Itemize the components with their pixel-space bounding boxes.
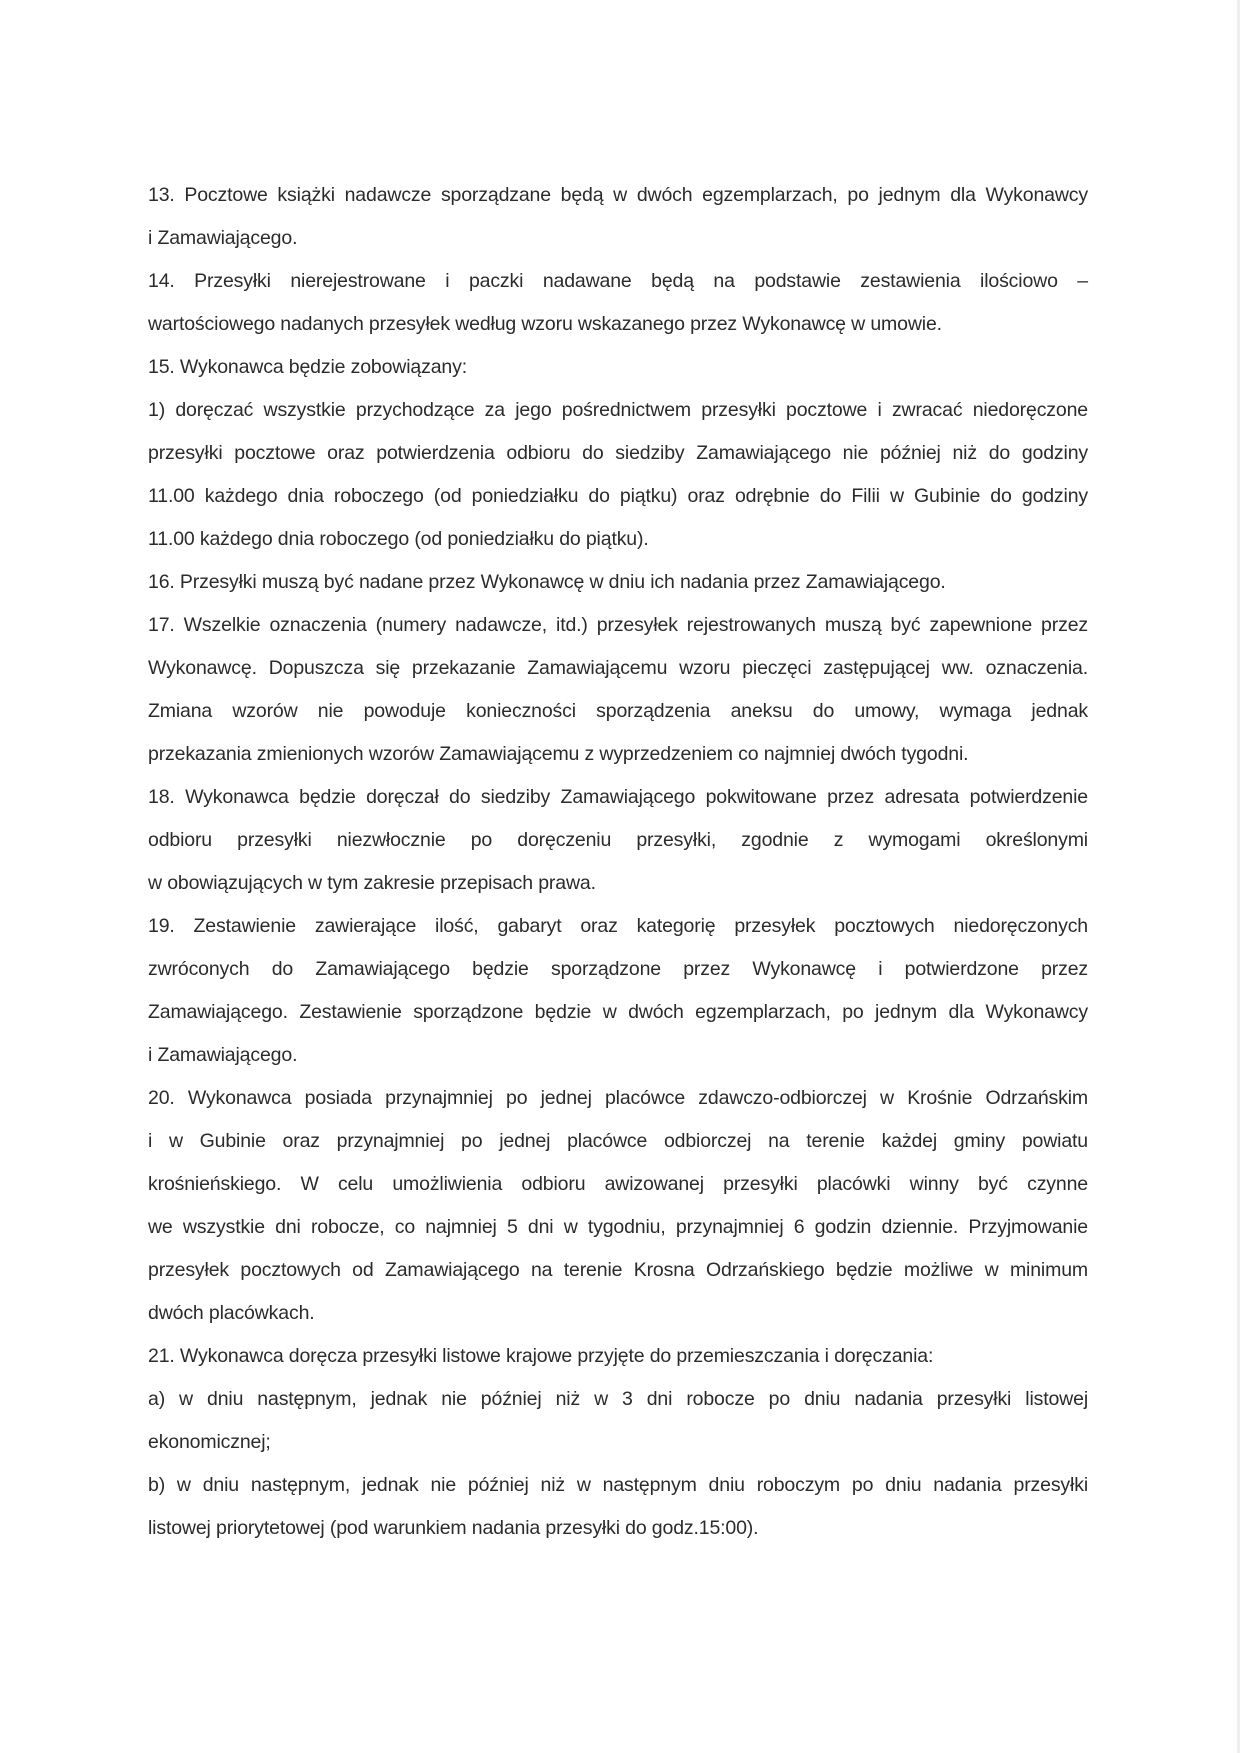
text-line: 17. Wszelkie oznaczenia (numery nadawcze, itd.) przesyłek rejestrowanych muszą być zapewnione przez [148,614,1088,636]
text-line: Zamawiającego. Zestawienie sporządzone będzie w dwóch egzemplarzach, po jednym dla Wykonawcy [148,1001,1088,1023]
text-line: przesyłek pocztowych od Zamawiającego na terenie Krosna Odrzańskiego będzie możliwe w minimum [148,1259,1088,1281]
text-line: 19. Zestawienie zawierające ilość, gabaryt oraz kategorię przesyłek pocztowych niedoręczonych [148,915,1088,937]
text-line: 20. Wykonawca posiada przynajmniej po jednej placówce zdawczo-odbiorczej w Krośnie Odrzańskim [148,1087,1088,1109]
text-line: b) w dniu następnym, jednak nie później niż w następnym dniu roboczym po dniu nadania przesyłki [148,1474,1088,1496]
text-line: w obowiązujących w tym zakresie przepisach prawa. [148,872,596,894]
text-line: 18. Wykonawca będzie doręczał do siedziby Zamawiającego pokwitowane przez adresata potwierdzenie [148,786,1088,808]
text-line: odbioru przesyłki niezwłocznie po doręczeniu przesyłki, zgodnie z wymogami określonymi [148,829,1088,851]
text-line: 21. Wykonawca doręcza przesyłki listowe krajowe przyjęte do przemieszczania i doręczania: [148,1345,934,1367]
text-line: 1) doręczać wszystkie przychodzące za jego pośrednictwem przesyłki pocztowe i zwracać niedoręczone [148,399,1088,421]
text-line: przekazania zmienionych wzorów Zamawiającemu z wyprzedzeniem co najmniej dwóch tygodni. [148,743,969,765]
text-line: a) w dniu następnym, jednak nie później niż w 3 dni robocze po dniu nadania przesyłki listowej [148,1388,1088,1410]
text-line: 15. Wykonawca będzie zobowiązany: [148,356,467,378]
text-line: 11.00 każdego dnia roboczego (od poniedziałku do piątku). [148,528,649,550]
text-line: we wszystkie dni robocze, co najmniej 5 dni w tygodniu, przynajmniej 6 godzin dziennie. Przyjmowanie [148,1216,1088,1238]
text-line: wartościowego nadanych przesyłek według wzoru wskazanego przez Wykonawcę w umowie. [148,313,942,335]
text-line: dwóch placówkach. [148,1302,315,1324]
text-line: 11.00 każdego dnia roboczego (od poniedziałku do piątku) oraz odrębnie do Filii w Gubinie do godziny [148,485,1088,507]
text-line: 13. Pocztowe książki nadawcze sporządzane będą w dwóch egzemplarzach, po jednym dla Wykonawcy [148,184,1088,206]
text-line: zwróconych do Zamawiającego będzie sporządzone przez Wykonawcę i potwierdzone przez [148,958,1088,980]
text-line: przesyłki pocztowe oraz potwierdzenia odbioru do siedziby Zamawiającego nie później niż do godziny [148,442,1088,464]
document-body [148,174,1088,1550]
text-line: listowej priorytetowej (pod warunkiem nadania przesyłki do godz.15:00). [148,1517,759,1539]
text-line: krośnieńskiego. W celu umożliwienia odbioru awizowanej przesyłki placówki winny być czynne [148,1173,1088,1195]
text-line: i Zamawiającego. [148,1044,298,1066]
text-line: Zmiana wzorów nie powoduje konieczności sporządzenia aneksu do umowy, wymaga jednak [148,700,1088,722]
text-line: i Zamawiającego. [148,227,298,249]
text-line: i w Gubinie oraz przynajmniej po jednej placówce odbiorczej na terenie każdej gminy powiatu [148,1130,1088,1152]
text-line: ekonomicznej; [148,1431,271,1453]
text-line: 14. Przesyłki nierejestrowane i paczki nadawane będą na podstawie zestawienia ilościowo – [148,270,1088,292]
text-line: Wykonawcę. Dopuszcza się przekazanie Zamawiającemu wzoru pieczęci zastępującej ww. oznaczenia. [148,657,1088,679]
text-line: 16. Przesyłki muszą być nadane przez Wykonawcę w dniu ich nadania przez Zamawiającego. [148,571,946,593]
